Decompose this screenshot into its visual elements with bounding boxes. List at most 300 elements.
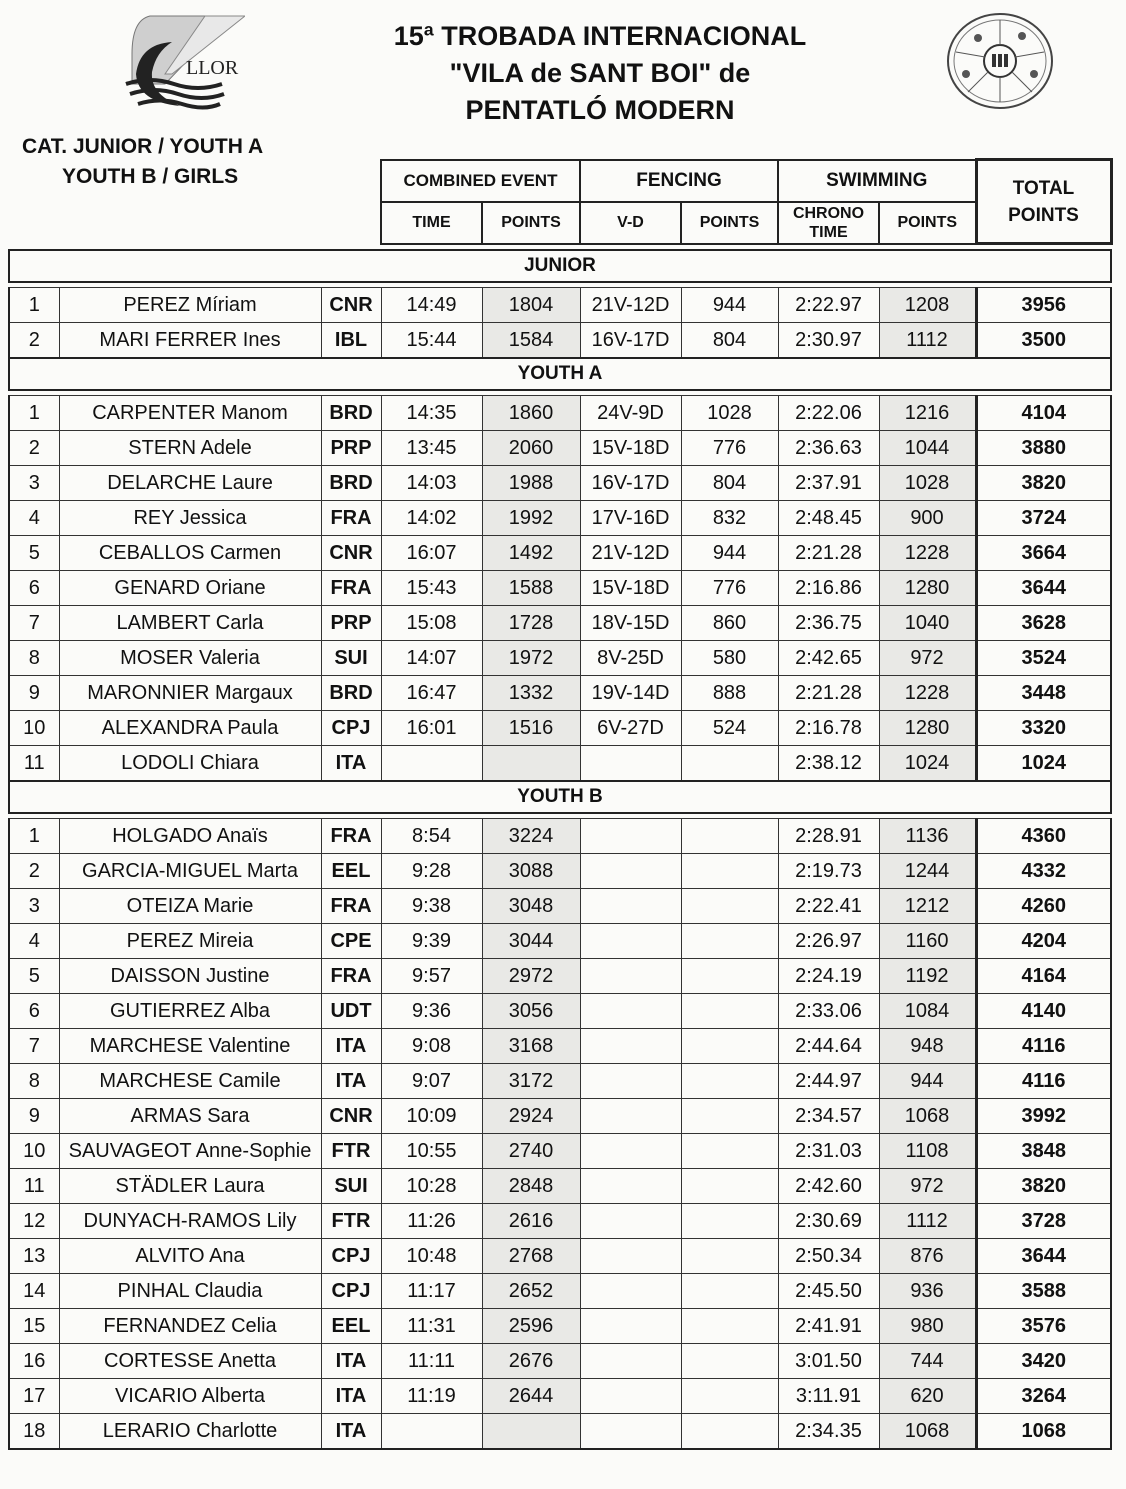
athlete-name: CARPENTER Manom (59, 396, 321, 431)
combined-points: 3172 (482, 1064, 580, 1099)
total-points: 3820 (976, 466, 1111, 501)
fencing-points: 860 (681, 606, 778, 641)
table-row (9, 889, 1111, 924)
fencing-vd: 21V-12D (580, 536, 681, 571)
fencing-points: 832 (681, 501, 778, 536)
table-row (9, 571, 1111, 606)
athlete-name: STÄDLER Laura (59, 1169, 321, 1204)
nation-code: FRA (321, 819, 381, 854)
total-points: 4360 (976, 819, 1111, 854)
combined-time (381, 1414, 482, 1450)
fencing-vd (580, 1274, 681, 1309)
total-points: 3524 (976, 641, 1111, 676)
total-points: 3264 (976, 1379, 1111, 1414)
position: 12 (9, 1204, 59, 1239)
swim-chrono: 2:48.45 (778, 501, 879, 536)
nation-code: FTR (321, 1134, 381, 1169)
swim-chrono: 2:36.75 (778, 606, 879, 641)
table-row (9, 606, 1111, 641)
combined-points: 1860 (482, 396, 580, 431)
combined-time: 16:07 (381, 536, 482, 571)
col-group-swimming: SWIMMING (778, 160, 976, 202)
athlete-name: ARMAS Sara (59, 1099, 321, 1134)
position: 9 (9, 1099, 59, 1134)
combined-time: 14:07 (381, 641, 482, 676)
swim-points: 972 (879, 641, 976, 676)
table-row (9, 924, 1111, 959)
total-points: 3880 (976, 431, 1111, 466)
fencing-vd: 16V-17D (580, 323, 681, 359)
nation-code: CPE (321, 924, 381, 959)
total-points: 4116 (976, 1064, 1111, 1099)
position: 11 (9, 1169, 59, 1204)
swim-chrono: 2:30.97 (778, 323, 879, 359)
swim-chrono: 2:50.34 (778, 1239, 879, 1274)
fencing-points (681, 924, 778, 959)
fencing-vd: 19V-14D (580, 676, 681, 711)
athlete-name: GARCIA-MIGUEL Marta (59, 854, 321, 889)
nation-code: ITA (321, 1064, 381, 1099)
swim-chrono: 2:31.03 (778, 1134, 879, 1169)
total-points: 3820 (976, 1169, 1111, 1204)
swim-chrono: 2:42.60 (778, 1169, 879, 1204)
fencing-points (681, 1134, 778, 1169)
swim-points: 1136 (879, 819, 976, 854)
swim-chrono: 3:11.91 (778, 1379, 879, 1414)
nation-code: BRD (321, 396, 381, 431)
swim-points: 1280 (879, 711, 976, 746)
col-fencing-points: POINTS (681, 202, 778, 244)
total-points: 4116 (976, 1029, 1111, 1064)
fencing-points (681, 1029, 778, 1064)
fencing-points: 804 (681, 466, 778, 501)
swim-points: 876 (879, 1239, 976, 1274)
position: 7 (9, 1029, 59, 1064)
athlete-name: DUNYACH-RAMOS Lily (59, 1204, 321, 1239)
club-logo (110, 14, 245, 110)
combined-time: 14:35 (381, 396, 482, 431)
total-points: 3992 (976, 1099, 1111, 1134)
fencing-vd (580, 1064, 681, 1099)
combined-points: 2848 (482, 1169, 580, 1204)
title-line-3: PENTATLÓ MODERN (465, 95, 735, 125)
combined-points: 3088 (482, 854, 580, 889)
swim-chrono: 2:16.86 (778, 571, 879, 606)
athlete-name: PEREZ Míriam (59, 288, 321, 323)
combined-time: 9:38 (381, 889, 482, 924)
position: 4 (9, 501, 59, 536)
nation-code: FRA (321, 501, 381, 536)
swim-chrono: 2:38.12 (778, 746, 879, 782)
fencing-vd (580, 819, 681, 854)
col-group-fencing: FENCING (580, 160, 778, 202)
combined-time: 14:49 (381, 288, 482, 323)
swim-chrono: 2:26.97 (778, 924, 879, 959)
position: 8 (9, 1064, 59, 1099)
position: 13 (9, 1239, 59, 1274)
athlete-name: MARCHESE Valentine (59, 1029, 321, 1064)
total-points: 3644 (976, 571, 1111, 606)
combined-time: 8:54 (381, 819, 482, 854)
total-points: 3576 (976, 1309, 1111, 1344)
combined-points: 1988 (482, 466, 580, 501)
swim-points: 1112 (879, 1204, 976, 1239)
position: 10 (9, 1134, 59, 1169)
combined-points (482, 1414, 580, 1450)
nation-code: ITA (321, 1029, 381, 1064)
combined-points: 3048 (482, 889, 580, 924)
fencing-points (681, 1344, 778, 1379)
nation-code: BRD (321, 466, 381, 501)
swim-points: 1280 (879, 571, 976, 606)
athlete-name: MOSER Valeria (59, 641, 321, 676)
combined-time: 10:28 (381, 1169, 482, 1204)
table-row (9, 1309, 1111, 1344)
position: 11 (9, 746, 59, 782)
nation-code: FTR (321, 1204, 381, 1239)
fencing-points (681, 854, 778, 889)
athlete-name: LERARIO Charlotte (59, 1414, 321, 1450)
swim-points: 944 (879, 1064, 976, 1099)
col-group-combined: COMBINED EVENT (381, 160, 580, 202)
fencing-points (681, 889, 778, 924)
combined-points: 1332 (482, 676, 580, 711)
nation-code: PRP (321, 431, 381, 466)
nation-code: EEL (321, 854, 381, 889)
swim-points: 620 (879, 1379, 976, 1414)
fencing-vd (580, 1309, 681, 1344)
athlete-name: MARCHESE Camile (59, 1064, 321, 1099)
swim-points: 1160 (879, 924, 976, 959)
table-row (9, 854, 1111, 889)
fencing-points (681, 1099, 778, 1134)
fencing-vd (580, 1414, 681, 1450)
nation-code: CNR (321, 1099, 381, 1134)
swim-points: 1208 (879, 288, 976, 323)
combined-points: 2652 (482, 1274, 580, 1309)
total-points: 3500 (976, 323, 1111, 359)
nation-code: CPJ (321, 711, 381, 746)
position: 7 (9, 606, 59, 641)
fencing-vd (580, 1169, 681, 1204)
swim-chrono: 2:42.65 (778, 641, 879, 676)
position: 2 (9, 323, 59, 359)
position: 1 (9, 288, 59, 323)
position: 4 (9, 924, 59, 959)
total-points: 3664 (976, 536, 1111, 571)
table-row (9, 994, 1111, 1029)
fencing-points (681, 1204, 778, 1239)
table-row (9, 323, 1111, 359)
swim-points: 972 (879, 1169, 976, 1204)
swim-chrono: 2:21.28 (778, 676, 879, 711)
nation-code: PRP (321, 606, 381, 641)
combined-points: 1972 (482, 641, 580, 676)
table-row (9, 501, 1111, 536)
swim-chrono: 2:21.28 (778, 536, 879, 571)
swim-points: 1068 (879, 1099, 976, 1134)
section-title: YOUTH B (9, 781, 1111, 813)
position: 3 (9, 889, 59, 924)
athlete-name: SAUVAGEOT Anne-Sophie (59, 1134, 321, 1169)
fencing-vd: 15V-18D (580, 571, 681, 606)
swim-chrono: 2:24.19 (778, 959, 879, 994)
table-row (9, 288, 1111, 323)
athlete-name: ALVITO Ana (59, 1239, 321, 1274)
table-row (9, 1064, 1111, 1099)
swim-chrono: 2:37.91 (778, 466, 879, 501)
combined-points: 1584 (482, 323, 580, 359)
total-points: 1024 (976, 746, 1111, 782)
combined-time: 10:55 (381, 1134, 482, 1169)
nation-code: CPJ (321, 1274, 381, 1309)
combined-time: 11:26 (381, 1204, 482, 1239)
section-header-row (9, 358, 1111, 390)
total-points: 4332 (976, 854, 1111, 889)
nation-code: IBL (321, 323, 381, 359)
swim-points: 1228 (879, 676, 976, 711)
fencing-points: 580 (681, 641, 778, 676)
fencing-vd: 15V-18D (580, 431, 681, 466)
swim-points: 1024 (879, 746, 976, 782)
fencing-points (681, 746, 778, 782)
fencing-vd: 6V-27D (580, 711, 681, 746)
position: 9 (9, 676, 59, 711)
table-row (9, 711, 1111, 746)
athlete-name: STERN Adele (59, 431, 321, 466)
athlete-name: PINHAL Claudia (59, 1274, 321, 1309)
swim-chrono: 2:33.06 (778, 994, 879, 1029)
table-row (9, 1274, 1111, 1309)
combined-time: 15:44 (381, 323, 482, 359)
combined-time: 11:17 (381, 1274, 482, 1309)
fencing-vd (580, 746, 681, 782)
fencing-vd (580, 1134, 681, 1169)
position: 18 (9, 1414, 59, 1450)
fencing-points: 776 (681, 431, 778, 466)
swim-chrono: 2:22.97 (778, 288, 879, 323)
combined-points: 2596 (482, 1309, 580, 1344)
table-row (9, 1379, 1111, 1414)
combined-points: 2676 (482, 1344, 580, 1379)
fencing-points (681, 1274, 778, 1309)
swim-chrono: 2:22.41 (778, 889, 879, 924)
nation-code: FRA (321, 959, 381, 994)
athlete-name: MARONNIER Margaux (59, 676, 321, 711)
combined-time: 15:43 (381, 571, 482, 606)
athlete-name: OTEIZA Marie (59, 889, 321, 924)
swim-points: 900 (879, 501, 976, 536)
position: 1 (9, 819, 59, 854)
fencing-vd: 18V-15D (580, 606, 681, 641)
table-row (9, 676, 1111, 711)
fencing-vd (580, 994, 681, 1029)
fencing-points: 944 (681, 288, 778, 323)
position: 10 (9, 711, 59, 746)
combined-time: 11:31 (381, 1309, 482, 1344)
position: 1 (9, 396, 59, 431)
fencing-points: 524 (681, 711, 778, 746)
position: 16 (9, 1344, 59, 1379)
athlete-name: CORTESSE Anetta (59, 1344, 321, 1379)
total-points: 3724 (976, 501, 1111, 536)
total-points: 4204 (976, 924, 1111, 959)
swim-chrono: 2:44.97 (778, 1064, 879, 1099)
swim-chrono: 2:45.50 (778, 1274, 879, 1309)
nation-code: CPJ (321, 1239, 381, 1274)
table-row (9, 536, 1111, 571)
combined-time: 15:08 (381, 606, 482, 641)
swim-chrono: 2:36.63 (778, 431, 879, 466)
combined-time: 10:48 (381, 1239, 482, 1274)
athlete-name: REY Jessica (59, 501, 321, 536)
total-points: 4164 (976, 959, 1111, 994)
results-body (9, 250, 1111, 1449)
combined-time: 9:28 (381, 854, 482, 889)
table-row (9, 959, 1111, 994)
combined-points: 2972 (482, 959, 580, 994)
combined-time: 9:36 (381, 994, 482, 1029)
total-points: 3848 (976, 1134, 1111, 1169)
nation-code: ITA (321, 1344, 381, 1379)
col-swimming-points: POINTS (879, 202, 976, 244)
athlete-name: HOLGADO Anaïs (59, 819, 321, 854)
fencing-points (681, 994, 778, 1029)
total-points: 3628 (976, 606, 1111, 641)
total-points: 3956 (976, 288, 1111, 323)
total-points: 3448 (976, 676, 1111, 711)
athlete-name: LAMBERT Carla (59, 606, 321, 641)
swim-points: 1068 (879, 1414, 976, 1450)
fencing-vd: 8V-25D (580, 641, 681, 676)
combined-time: 9:57 (381, 959, 482, 994)
header-spacer (9, 160, 381, 244)
table-row (9, 746, 1111, 782)
combined-time: 9:07 (381, 1064, 482, 1099)
combined-points: 3224 (482, 819, 580, 854)
swim-chrono: 2:16.78 (778, 711, 879, 746)
combined-time: 10:09 (381, 1099, 482, 1134)
col-total-points: TOTAL POINTS (976, 160, 1111, 244)
total-points: 4140 (976, 994, 1111, 1029)
nation-code: ITA (321, 1414, 381, 1450)
fencing-points (681, 1379, 778, 1414)
swim-points: 1192 (879, 959, 976, 994)
category-line-1: CAT. JUNIOR / YOUTH A (22, 135, 264, 158)
fencing-vd (580, 924, 681, 959)
fencing-points (681, 959, 778, 994)
category-line-2: YOUTH B / GIRLS (62, 165, 239, 188)
fencing-points (681, 1169, 778, 1204)
nation-code: FRA (321, 889, 381, 924)
fencing-points (681, 1064, 778, 1099)
table-row (9, 1169, 1111, 1204)
total-points: 3320 (976, 711, 1111, 746)
combined-time: 16:47 (381, 676, 482, 711)
total-points: 4260 (976, 889, 1111, 924)
combined-points: 2644 (482, 1379, 580, 1414)
swim-chrono: 2:34.57 (778, 1099, 879, 1134)
athlete-name: GUTIERREZ Alba (59, 994, 321, 1029)
combined-points: 2768 (482, 1239, 580, 1274)
swim-chrono: 2:44.64 (778, 1029, 879, 1064)
nation-code: FRA (321, 571, 381, 606)
combined-points (482, 746, 580, 782)
swim-chrono: 2:19.73 (778, 854, 879, 889)
swim-points: 980 (879, 1309, 976, 1344)
fencing-vd (580, 889, 681, 924)
section-title: YOUTH A (9, 358, 1111, 390)
fencing-points (681, 1239, 778, 1274)
col-swimming-chrono: CHRONO TIME (778, 202, 879, 244)
fencing-points (681, 1414, 778, 1450)
nation-code: UDT (321, 994, 381, 1029)
swim-points: 948 (879, 1029, 976, 1064)
combined-points: 1728 (482, 606, 580, 641)
combined-time: 11:19 (381, 1379, 482, 1414)
fencing-vd (580, 854, 681, 889)
title-line-2: "VILA de SANT BOI" de (449, 58, 751, 88)
position: 5 (9, 536, 59, 571)
combined-points: 2740 (482, 1134, 580, 1169)
fencing-vd (580, 959, 681, 994)
combined-time: 9:39 (381, 924, 482, 959)
nation-code: ITA (321, 1379, 381, 1414)
fencing-points: 804 (681, 323, 778, 359)
combined-points: 1492 (482, 536, 580, 571)
position: 2 (9, 431, 59, 466)
olympic-seal-logo (946, 12, 1054, 110)
athlete-name: LODOLI Chiara (59, 746, 321, 782)
athlete-name: DELARCHE Laure (59, 466, 321, 501)
document-title (330, 18, 870, 129)
position: 5 (9, 959, 59, 994)
fencing-vd (580, 1379, 681, 1414)
total-points: 3588 (976, 1274, 1111, 1309)
swim-points: 1228 (879, 536, 976, 571)
table-row (9, 1344, 1111, 1379)
combined-time: 11:11 (381, 1344, 482, 1379)
combined-time: 13:45 (381, 431, 482, 466)
fencing-vd: 17V-16D (580, 501, 681, 536)
swim-chrono: 2:22.06 (778, 396, 879, 431)
athlete-name: FERNANDEZ Celia (59, 1309, 321, 1344)
combined-time (381, 746, 482, 782)
athlete-name: CEBALLOS Carmen (59, 536, 321, 571)
fencing-vd (580, 1344, 681, 1379)
fencing-vd: 21V-12D (580, 288, 681, 323)
fencing-points (681, 819, 778, 854)
table-row (9, 819, 1111, 854)
total-points: 1068 (976, 1414, 1111, 1450)
swim-chrono: 2:28.91 (778, 819, 879, 854)
swim-points: 1028 (879, 466, 976, 501)
combined-time: 14:03 (381, 466, 482, 501)
swim-chrono: 2:30.69 (778, 1204, 879, 1239)
total-points: 3420 (976, 1344, 1111, 1379)
swim-points: 1040 (879, 606, 976, 641)
athlete-name: GENARD Oriane (59, 571, 321, 606)
nation-code: SUI (321, 1169, 381, 1204)
combined-points: 3168 (482, 1029, 580, 1064)
swim-points: 1112 (879, 323, 976, 359)
combined-points: 2060 (482, 431, 580, 466)
table-row (9, 1204, 1111, 1239)
title-line-1: 15ª TROBADA INTERNACIONAL (393, 21, 807, 51)
swim-points: 936 (879, 1274, 976, 1309)
swim-chrono: 2:34.35 (778, 1414, 879, 1450)
nation-code: CNR (321, 536, 381, 571)
